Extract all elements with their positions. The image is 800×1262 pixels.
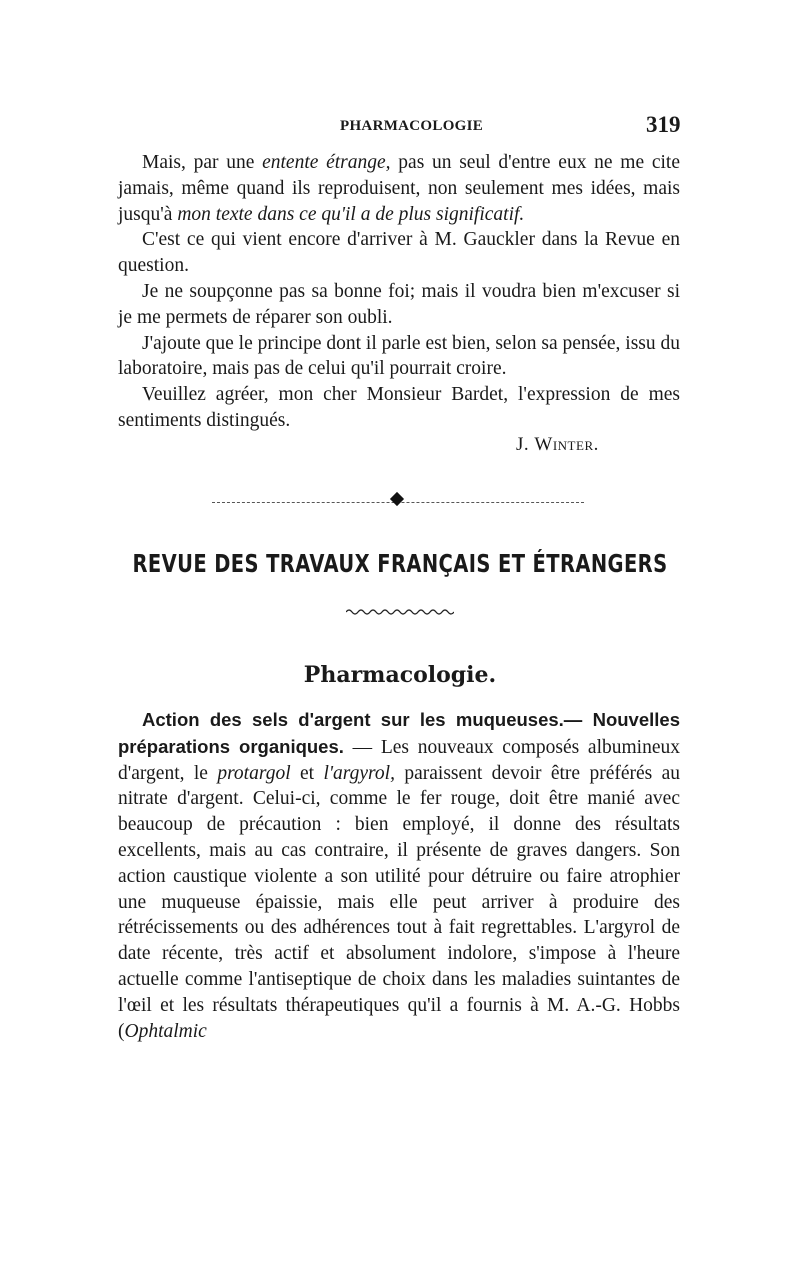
diamond-ornament-icon: [390, 492, 404, 506]
text-run: paraissent devoir être préférés au nitrate d'argent. Celui-ci, comme le fer rouge, doit être manié avec beaucoup de précaution : bien employé, il donne des résultats excellents, mais au cas contraire, il présente de graves dangers. Son action caustique violente a son utilité pour détruire ou faire atrophier une muqueuse épaissie, mais elle peut arriver à produire des rétrécissements ou des adhérences tout à fait regrettables. L'argyrol de date récente, très actif et absolument indolore, s'impose à l'heure actuelle comme l'antiseptique de choix dans les maladies suintantes de l'œil et les résultats thérapeutiques qu'il a fournis à M. A.-G. Hobbs (: [118, 762, 680, 1042]
italic-run: l'argyrol,: [323, 762, 395, 784]
signature-initial: J.: [516, 434, 535, 455]
italic-run: protargol: [217, 762, 291, 784]
letter-paragraph-2: C'est ce qui vient encore d'arriver à M. Gauckler dans la Revue en question.: [118, 229, 680, 277]
running-head: [0, 112, 800, 142]
text-run: et: [290, 762, 324, 784]
text-run: Mais, par une: [142, 152, 263, 173]
letter-body: [118, 150, 680, 434]
article-paragraph: [118, 707, 680, 1044]
letter-paragraph-4: J'ajoute que le principe dont il parle est bien, selon sa pensée, issu du laboratoire, mais pas de celui qu'il pourrait croire.: [118, 332, 681, 380]
page-number: 319: [646, 112, 681, 137]
letter-paragraph-1: [118, 150, 680, 227]
subsection-title: Pharmacologie.: [303, 662, 497, 688]
italic-run: Ophtalmic: [124, 1020, 207, 1042]
running-title: PHARMACOLOGIE: [340, 118, 484, 134]
signature: [516, 434, 599, 456]
wavy-ornament-icon: [346, 607, 454, 617]
italic-run: entente étrange,: [262, 152, 391, 173]
signature-name: Winter.: [534, 434, 599, 455]
text-run: pas un seul d'entre eux ne me cite jamais, même quand ils reproduisent, non seulement mes idées, mais jusqu'à: [118, 152, 680, 225]
text-run: — Les nouveaux composés albumineux d'argent, le: [118, 736, 680, 784]
letter-paragraph-5: Veuillez agréer, mon cher Monsieur Bardet, l'expression de mes sentiments distingués.: [118, 384, 680, 431]
article-heading: Action des sels d'argent sur les muqueuses.— Nouvelles préparations organiques.: [118, 709, 680, 757]
italic-run: mon texte dans ce qu'il a de plus significatif.: [177, 203, 525, 225]
letter-paragraph-3: Je ne soupçonne pas sa bonne foi; mais il voudra bien m'excuser si je me permets de réparer son oubli.: [118, 280, 680, 328]
section-title: REVUE DES TRAVAUX FRANÇAIS ET ÉTRANGERS: [132, 549, 668, 578]
article-body: [118, 707, 680, 1044]
